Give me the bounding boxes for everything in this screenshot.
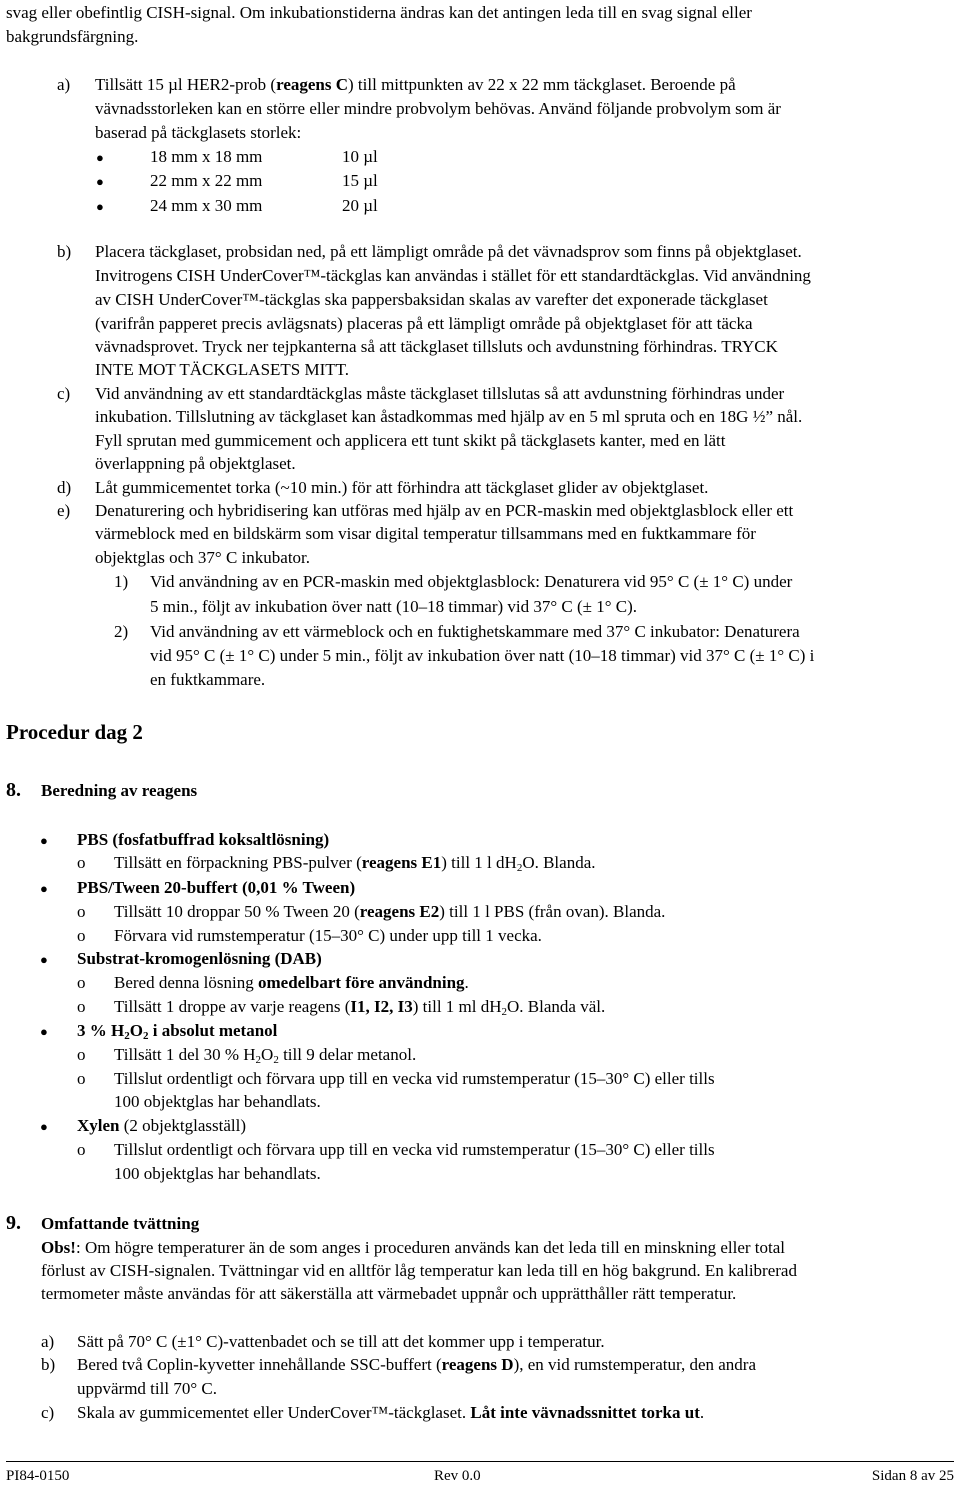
- step-e-label: e): [57, 501, 71, 520]
- wash-c-line: Skala av gummicementet eller UnderCover™-täckglaset. Låt inte vävnadssnittet torka ut.: [77, 1403, 705, 1422]
- step-b-line: vävnadsprovet. Tryck ner tejpkanterna så att täckglaset tillsluts och avdunstning förhindras. TRYCK: [95, 337, 778, 356]
- tween-step-2: Förvara vid rumstemperatur (15–30° C) under upp till 1 vecka.: [114, 926, 542, 945]
- step-b-line: Placera täckglaset, probsidan ned, på ett lämpligt område på det vävnadsprov som finns på objektglaset.: [95, 242, 802, 261]
- dab-step-1: Bered denna lösning omedelbart före användning.: [114, 973, 469, 992]
- section-8-number: 8.: [6, 779, 21, 801]
- section-9-number: 9.: [6, 1212, 21, 1234]
- sub-bullet-icon: o: [77, 1045, 86, 1064]
- bullet-icon: ●: [96, 199, 104, 214]
- step-e-line: värmeblock med en bildskärm som visar digital temperatur tillsammans med en fuktkammare för: [95, 524, 756, 543]
- step-a-label: a): [57, 75, 71, 94]
- xylen-step-1: Tillslut ordentligt och förvara upp till en vecka vid rumstemperatur (15–30° C) eller tills: [114, 1140, 715, 1159]
- step-b-line: (varifrån papperet precis avlägsnats) placeras på ett lämpligt område på objektglaset för att täcka: [95, 314, 753, 333]
- step-b-label: b): [57, 242, 72, 261]
- size-item: 22 mm x 22 mm: [150, 171, 263, 190]
- wash-a-line: Sätt på 70° C (±1° C)-vattenbadet och se till att det kommer upp i temperatur.: [77, 1332, 605, 1351]
- wash-b-line-2: uppvärmd till 70° C.: [77, 1379, 217, 1398]
- sub-bullet-icon: o: [77, 997, 86, 1016]
- obs-line-1: Obs!: Om högre temperaturer än de som anges i proceduren används kan det leda till en minskning eller total: [41, 1238, 786, 1257]
- bullet-icon: ●: [40, 833, 48, 848]
- bullet-icon: ●: [96, 150, 104, 165]
- step-e-line: Denaturering och hybridisering kan utföras med hjälp av en PCR-maskin med objektglasblock eller ett: [95, 501, 794, 520]
- step-a-line-1: Tillsätt 15 µl HER2-prob (reagens C) till mittpunkten av 22 x 22 mm täckglaset. Beroende på: [95, 75, 736, 94]
- sub-bullet-icon: o: [77, 926, 86, 945]
- pbs-step-1: Tillsätt en förpackning PBS-pulver (reagens E1) till 1 l $dH_2O$. Blanda.: [114, 853, 596, 874]
- bullet-icon: ●: [40, 952, 48, 967]
- step-d-label: d): [57, 478, 72, 497]
- step-c-line: inkubation. Tillslutning av täckglaset kan åstadkommas med hjälp av en 5 ml spruta och en 18G ½” nål.: [95, 407, 803, 426]
- sub-bullet-icon: o: [77, 902, 86, 921]
- volume-item: 15 µl: [342, 171, 378, 190]
- substep-2-line: vid 95° C (± 1° C) under 5 min., följt av inkubation över natt (10–18 timmar) vid 37° C (± 1° C) i: [150, 646, 815, 665]
- intro-line-1: svag eller obefintlig CISH-signal. Om inkubationstiderna ändras kan det antingen leda till en svag signal eller: [6, 3, 752, 22]
- tween-title: PBS/Tween 20-buffert (0,01 % Tween): [77, 878, 356, 897]
- bullet-icon: ●: [40, 881, 48, 896]
- sub-bullet-icon: o: [77, 973, 86, 992]
- substep-1-line: 5 min., följt av inkubation över natt (10–18 timmar) vid 37° C (± 1° C).: [150, 597, 638, 616]
- step-b-line: Invitrogens CISH UnderCover™-täckglas kan användas i stället för ett standardtäckglas. Vid användning: [95, 266, 811, 285]
- footer-doc-id: PI84-0150: [6, 1468, 70, 1484]
- step-d-line: Låt gummicementet torka (~10 min.) för att förhindra att täckglaset glider av objektglaset.: [95, 478, 709, 497]
- substep-2-label: 2): [114, 622, 129, 641]
- step-b-line: INTE MOT TÄCKGLASETS MITT.: [95, 360, 350, 379]
- pbs-title: PBS (fosfatbuffrad koksaltlösning): [77, 830, 330, 849]
- xylen-title: Xylen (2 objektglasställ): [77, 1116, 247, 1135]
- sub-bullet-icon: o: [77, 853, 86, 872]
- step-e-line: objektglas och 37° C inkubator.: [95, 548, 311, 567]
- sub-bullet-icon: o: [77, 1069, 86, 1088]
- obs-line-2: förlust av CISH-signalen. Tvättningar vid en alltför låg temperatur kan leda till en hög bakgrund. En kalibrerad: [41, 1261, 797, 1280]
- wash-b-label: b): [41, 1355, 56, 1374]
- procedure-heading: Procedur dag 2: [6, 720, 143, 744]
- substep-2-line: en fuktkammare.: [150, 670, 266, 689]
- step-a-line-2: vävnadsstorleken kan en större eller mindre probvolym behövas. Använd följande probvolym som är: [95, 99, 781, 118]
- size-item: 24 mm x 30 mm: [150, 196, 263, 215]
- section-9-title: Omfattande tvättning: [41, 1214, 200, 1233]
- tween-step-1: Tillsätt 10 droppar 50 % Tween 20 (reagens E2) till 1 l PBS (från ovan). Blanda.: [114, 902, 666, 921]
- dab-title: Substrat-kromogenlösning (DAB): [77, 949, 322, 968]
- bullet-icon: ●: [40, 1119, 48, 1134]
- step-b-line: av CISH UnderCover™-täckglas ska pappersbaksidan skalas av varefter det exponerade täckglaset: [95, 290, 768, 309]
- section-8-title: Beredning av reagens: [41, 781, 198, 800]
- footer-revision: Rev 0.0: [434, 1468, 481, 1484]
- volume-item: 10 µl: [342, 147, 378, 166]
- substep-2-line: Vid användning av ett värmeblock och en fuktighetskammare med 37° C inkubator: Denaturera: [150, 622, 800, 641]
- intro-line-2: bakgrundsfärgning.: [6, 27, 139, 46]
- step-c-line: Fyll sprutan med gummicement och applicera ett tunt skikt på täckglasets kanter, med en lätt: [95, 431, 726, 450]
- footer-divider: [6, 1461, 954, 1462]
- wash-c-label: c): [41, 1403, 55, 1422]
- xylen-step-1-cont: 100 objektglas har behandlats.: [114, 1164, 321, 1183]
- volume-item: 20 µl: [342, 196, 378, 215]
- h2o2-step-2-cont: 100 objektglas har behandlats.: [114, 1092, 321, 1111]
- bullet-icon: ●: [96, 174, 104, 189]
- wash-a-label: a): [41, 1332, 55, 1351]
- bullet-icon: ●: [40, 1024, 48, 1039]
- step-c-label: c): [57, 384, 71, 403]
- step-c-line: överlappning på objektglaset.: [95, 454, 296, 473]
- footer-page-number: Sidan 8 av 25: [871, 1468, 954, 1484]
- substep-1-label: 1): [114, 572, 129, 591]
- step-a-line-3: baserad på täckglasets storlek:: [95, 123, 302, 142]
- obs-line-3: termometer måste användas för att säkerställa att värmebadet uppnår och upprätthåller rätt temperatur.: [41, 1284, 737, 1303]
- substep-1-line: Vid användning av en PCR-maskin med objektglasblock: Denaturera vid 95° C (± 1° C) under: [150, 572, 793, 591]
- h2o2-step-1: Tillsätt 1 del 30 % $H_2O_2$ till 9 delar metanol.: [114, 1045, 417, 1066]
- h2o2-step-2: Tillslut ordentligt och förvara upp till en vecka vid rumstemperatur (15–30° C) eller tills: [114, 1069, 715, 1088]
- dab-step-2: Tillsätt 1 droppe av varje reagens (I1, I2, I3) till 1 ml $dH_2O$. Blanda väl.: [114, 997, 606, 1018]
- sub-bullet-icon: o: [77, 1140, 86, 1159]
- size-item: 18 mm x 18 mm: [150, 147, 263, 166]
- step-c-line: Vid användning av ett standardtäckglas måste täckglaset tillslutas så att avdunstning förhindras under: [95, 384, 785, 403]
- wash-b-line-1: Bered två Coplin-kyvetter innehållande SSC-buffert (reagens D), en vid rumstemperatur, den andra: [77, 1355, 756, 1374]
- h2o2-title: 3 % $H_2O_2$ i absolut metanol: [77, 1021, 278, 1042]
